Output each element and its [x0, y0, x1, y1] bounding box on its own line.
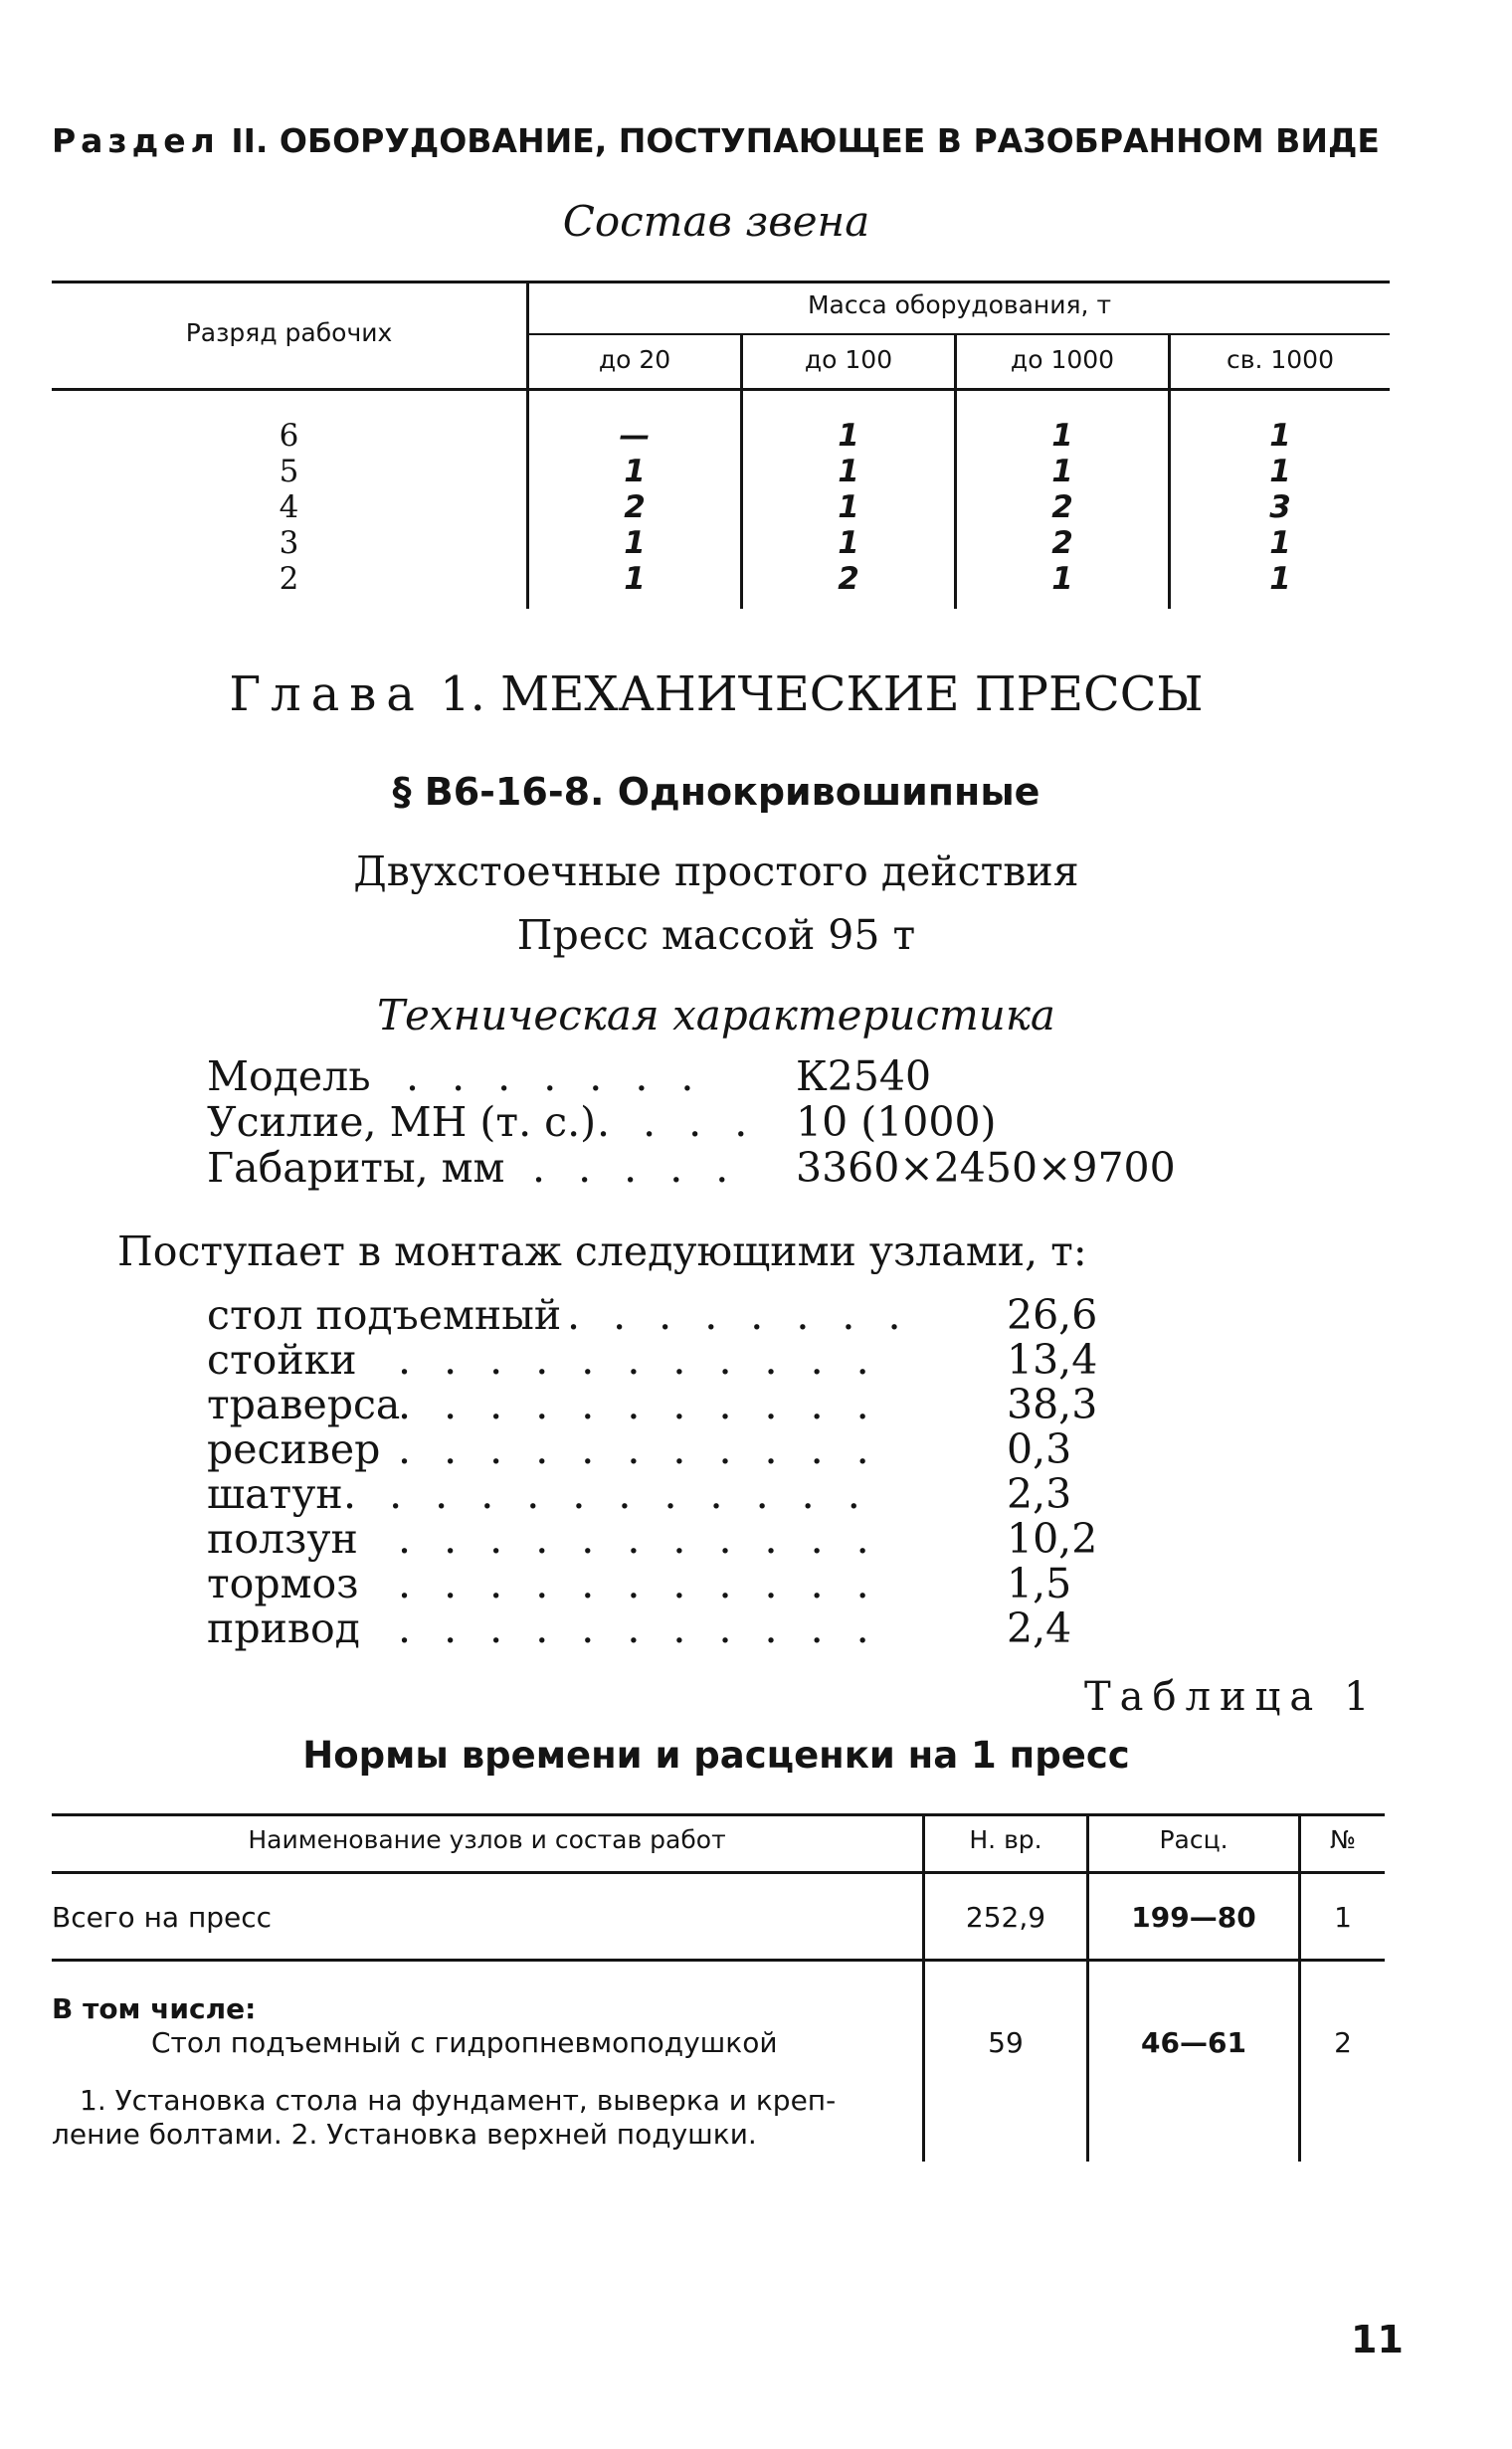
spec-value-force: 10 (1000) — [796, 1098, 997, 1146]
assembly-item-label: ползун — [207, 1515, 358, 1563]
table-cell: 1 — [1051, 454, 1073, 489]
sub-row-rate: 46—61 — [1141, 2026, 1246, 2059]
table-rule — [1298, 1813, 1301, 2162]
col-header-number: № — [1329, 1825, 1356, 1854]
paragraph-subtitle-1: Двухстоечные простого действия — [353, 848, 1079, 895]
col-header-rank: Разряд рабочих — [185, 318, 393, 347]
dot-leader: . . . . . . . . . . . — [398, 1515, 879, 1563]
col-header-rate: Расц. — [1159, 1825, 1228, 1854]
dot-leader: . . . . . . . . . . . — [398, 1425, 879, 1473]
total-row-time: 252,9 — [965, 1901, 1046, 1934]
table-cell: 2 — [279, 561, 299, 597]
assembly-item-label: ресивер — [207, 1425, 381, 1473]
dot-leader: . . . . . . . . . . . — [398, 1381, 879, 1428]
table-cell: 1 — [1051, 418, 1073, 454]
col-header-mass-over-1000: св. 1000 — [1227, 345, 1334, 374]
spec-value-dimensions: 3360×2450×9700 — [796, 1144, 1176, 1192]
crew-title: Состав звена — [562, 197, 870, 246]
table-title: Нормы времени и расценки на 1 пресс — [302, 1734, 1130, 1777]
assembly-intro: Поступает в монтаж следующими узлами, т: — [117, 1227, 1087, 1275]
spec-label-model: Модель — [207, 1052, 371, 1100]
table-rule — [922, 1813, 925, 2162]
total-row-number: 1 — [1334, 1901, 1352, 1934]
assembly-item-value: 2,3 — [1007, 1470, 1072, 1518]
spec-value-model: К2540 — [796, 1052, 932, 1100]
dot-leader: . . . . . — [532, 1144, 739, 1192]
assembly-item-value: 0,3 — [1007, 1425, 1072, 1473]
total-row-name: Всего на пресс — [52, 1901, 273, 1934]
table-rule — [52, 388, 1390, 391]
table-cell: 1 — [624, 454, 646, 489]
table-cell: 1 — [838, 489, 859, 525]
assembly-item-value: 1,5 — [1007, 1560, 1072, 1607]
table-rule — [52, 1959, 1385, 1962]
table-label: Таблица 1 — [1084, 1674, 1379, 1720]
dot-leader: . . . . . . . . . . . . — [343, 1470, 870, 1518]
chapter-label: Глава — [229, 666, 425, 722]
assembly-item-value: 2,4 — [1007, 1604, 1072, 1652]
col-header-name: Наименование узлов и состав работ — [248, 1825, 726, 1854]
assembly-item-label: стойки — [207, 1336, 357, 1384]
assembly-item-label: траверса — [207, 1381, 401, 1428]
col-header-mass-100: до 100 — [804, 345, 893, 374]
chapter-title: 1. МЕХАНИЧЕСКИЕ ПРЕССЫ — [440, 666, 1204, 722]
table-cell: 1 — [624, 561, 646, 597]
assembly-item-value: 13,4 — [1007, 1336, 1098, 1384]
table-cell: 5 — [279, 454, 299, 489]
table-cell: 4 — [279, 489, 299, 525]
table-cell: 1 — [838, 418, 859, 454]
assembly-item-value: 38,3 — [1007, 1381, 1098, 1428]
tech-title: Техническая характеристика — [377, 991, 1055, 1039]
assembly-item-label: тормоз — [207, 1560, 359, 1607]
table-cell: 3 — [279, 525, 299, 561]
work-description-line-1: 1. Установка стола на фундамент, выверка и креп- — [80, 2084, 837, 2117]
table-rule — [52, 281, 1390, 283]
table-cell: 2 — [1051, 525, 1073, 561]
spec-label-dimensions: Габариты, мм — [207, 1144, 505, 1192]
assembly-item-value: 10,2 — [1007, 1515, 1098, 1563]
dot-leader: . . . . — [597, 1098, 758, 1146]
col-header-mass: Масса оборудования, т — [807, 290, 1112, 319]
section-label: Раздел — [52, 121, 220, 160]
paragraph-subtitle-2: Пресс массой 95 т — [516, 911, 916, 959]
table-rule — [1086, 1813, 1089, 2162]
crew-table — [52, 281, 1390, 609]
table-rule — [52, 1813, 1385, 1816]
total-row-rate: 199—80 — [1131, 1901, 1256, 1934]
sub-row-name: Стол подъемный с гидропневмоподушкой — [151, 2026, 778, 2059]
assembly-item-label: стол подъемный — [207, 1291, 562, 1339]
table-cell: 1 — [624, 525, 646, 561]
dot-leader: . . . . . . . . . . . — [398, 1336, 879, 1384]
spec-label-force: Усилие, МН (т. с.) — [207, 1098, 597, 1146]
table-cell: 1 — [838, 454, 859, 489]
table-cell: 2 — [1051, 489, 1073, 525]
table-rule — [528, 333, 1390, 335]
paragraph-code: § В6-16-8. Однокривошипные — [392, 770, 1040, 814]
table-cell: 3 — [1269, 489, 1291, 525]
dot-leader: . . . . . . . — [406, 1052, 704, 1100]
assembly-item-label: шатун — [207, 1470, 343, 1518]
table-cell: 1 — [1269, 454, 1291, 489]
col-header-time: Н. вр. — [969, 1825, 1042, 1854]
sub-row-time: 59 — [988, 2026, 1024, 2059]
table-cell: 1 — [1051, 561, 1073, 597]
table-cell: 1 — [1269, 561, 1291, 597]
table-cell: 2 — [838, 561, 859, 597]
dot-leader: . . . . . . . . . . . — [398, 1560, 879, 1607]
section-title: II. ОБОРУДОВАНИЕ, ПОСТУПАЮЩЕЕ В РАЗОБРАННОМ ВИДЕ — [231, 121, 1380, 160]
table-cell: 2 — [624, 489, 646, 525]
assembly-item-value: 26,6 — [1007, 1291, 1098, 1339]
norms-table — [52, 1813, 1385, 2162]
table-cell: 1 — [838, 525, 859, 561]
work-description-line-2: ление болтами. 2. Установка верхней подушки. — [52, 2118, 757, 2151]
col-header-mass-20: до 20 — [598, 345, 671, 374]
assembly-item-label: привод — [207, 1604, 360, 1652]
page-number: 11 — [1351, 2318, 1404, 2361]
section-header — [52, 121, 1464, 160]
table-cell: 1 — [1269, 418, 1291, 454]
table-cell: 1 — [1269, 525, 1291, 561]
chapter-heading — [0, 666, 1432, 722]
including-label: В том числе: — [52, 1992, 257, 2025]
sub-row-number: 2 — [1334, 2026, 1352, 2059]
table-rule — [52, 1871, 1385, 1874]
dot-leader: . . . . . . . . — [567, 1291, 911, 1339]
table-cell: — — [619, 418, 651, 454]
col-header-mass-1000: до 1000 — [1010, 345, 1115, 374]
dot-leader: . . . . . . . . . . . — [398, 1604, 879, 1652]
table-cell: 6 — [279, 418, 299, 454]
